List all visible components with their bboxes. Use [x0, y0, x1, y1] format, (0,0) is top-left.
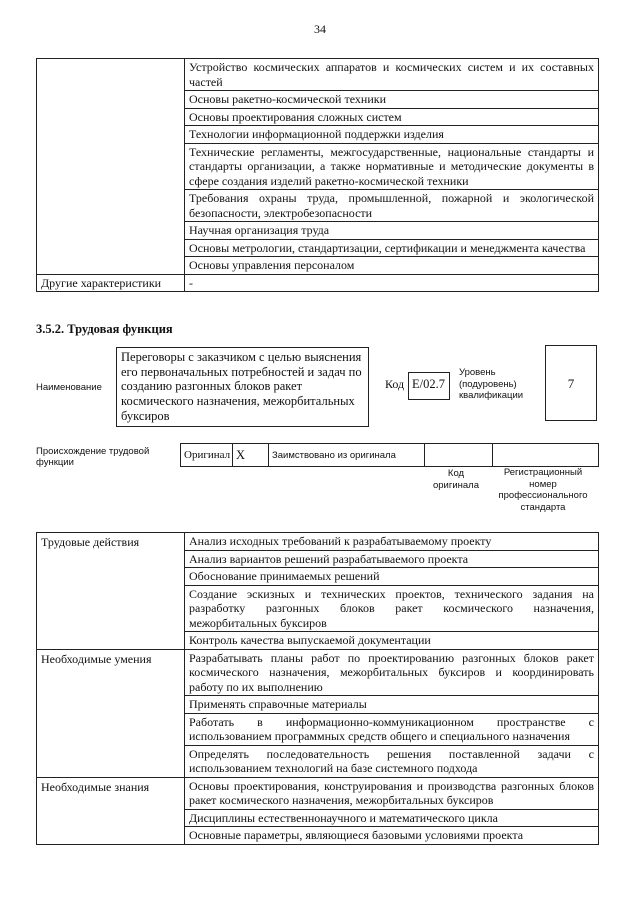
origin-table: [180, 443, 599, 467]
section-title: 3.5.2. Трудовая функция: [36, 322, 173, 336]
origin-reg-caption: Регистрационный номер профессионального стандарта: [498, 467, 588, 513]
origin-code-caption: Код оригинала: [432, 468, 479, 491]
table-row: [37, 533, 599, 551]
category-cell-empty: [37, 59, 185, 275]
knowledge-item: Технологии информационной поддержки изделия: [185, 126, 599, 144]
name-label: Наименование: [36, 382, 102, 393]
knowledge-item: Основы проектирования сложных систем: [185, 108, 599, 126]
skill-item: Разрабатывать планы работ по проектированию разгонных блоков ракет космического назначения, межорбитальных буксиров и координировать работу по их выполнению: [185, 649, 599, 696]
labor-function-table: [36, 532, 599, 845]
labor-action-item: Обоснование принимаемых решений: [185, 568, 599, 586]
labor-action-item: Анализ вариантов решений разрабатываемого проекта: [185, 550, 599, 568]
labor-action-item: Анализ исходных требований к разрабатываемому проекту: [185, 533, 599, 551]
qualification-level-label: Уровень (подуровень) квалификации: [459, 367, 524, 401]
origin-label: Происхождение трудовой функции: [36, 446, 150, 468]
table-row: [37, 59, 599, 91]
required-skills-label: Необходимые умения: [37, 649, 185, 777]
page-number: 34: [314, 22, 326, 36]
code-label: Код: [385, 377, 405, 391]
skill-item: Определять последовательность решения поставленной задачи с использованием технологий на базе системного подхода: [185, 745, 599, 777]
knowledge-item: Основные параметры, являющиеся базовыми условиями проекта: [185, 827, 599, 845]
knowledge-item: Основы ракетно-космической техники: [185, 91, 599, 109]
knowledge-item: Технические регламенты, межгосударственные, национальные стандарты и стандарты организации, а также нормативные и методические документы в сфере создания изделий ракетно-космической техники: [185, 143, 599, 190]
table-row: [37, 649, 599, 696]
labor-action-item: Контроль качества выпускаемой документации: [185, 632, 599, 650]
knowledge-continuation-table: [36, 58, 599, 292]
other-characteristics-value: -: [185, 274, 599, 292]
table-row: [37, 777, 599, 809]
knowledge-item: Основы управления персоналом: [185, 257, 599, 275]
knowledge-item: Дисциплины естественнонаучного и математического цикла: [185, 809, 599, 827]
labor-action-item: Создание эскизных и технических проектов, технического задания на разработку разгонных блоков ракет космического назначения, межорбитальных буксиров: [185, 585, 599, 632]
origin-original-label: Оригинал: [181, 444, 233, 467]
qualification-level-box: 7: [545, 345, 597, 421]
origin-code-cell: [425, 444, 493, 467]
table-row: [181, 444, 599, 467]
origin-original-mark: X: [233, 444, 269, 467]
knowledge-item: Основы метрологии, стандартизации, сертификации и менеджмента качества: [185, 239, 599, 257]
skill-item: Работать в информационно-коммуникационном пространстве с использованием программных средств общего и специального назначения: [185, 713, 599, 745]
origin-borrowed-label: Заимствовано из оригинала: [269, 444, 425, 467]
function-name-box: Переговоры с заказчиком с целью выяснения его первоначальных потребностей и задач по созданию разгонных блоков ракет космического назначения, межорбитальных буксиров: [116, 347, 369, 427]
labor-actions-label: Трудовые действия: [37, 533, 185, 650]
other-characteristics-label: Другие характеристики: [37, 274, 185, 292]
origin-reg-number-cell: [493, 444, 599, 467]
knowledge-item: Научная организация труда: [185, 222, 599, 240]
knowledge-item: Основы проектирования, конструирования и производства разгонных блоков ракет космического назначения, межорбитальных буксиров: [185, 777, 599, 809]
knowledge-item: Требования охраны труда, промышленной, пожарной и экологической безопасности, электробезопасности: [185, 190, 599, 222]
skill-item: Применять справочные материалы: [185, 696, 599, 714]
table-row: [37, 274, 599, 292]
knowledge-item: Устройство космических аппаратов и космических систем и их составных частей: [185, 59, 599, 91]
required-knowledge-label: Необходимые знания: [37, 777, 185, 844]
code-value-box: E/02.7: [408, 372, 450, 400]
